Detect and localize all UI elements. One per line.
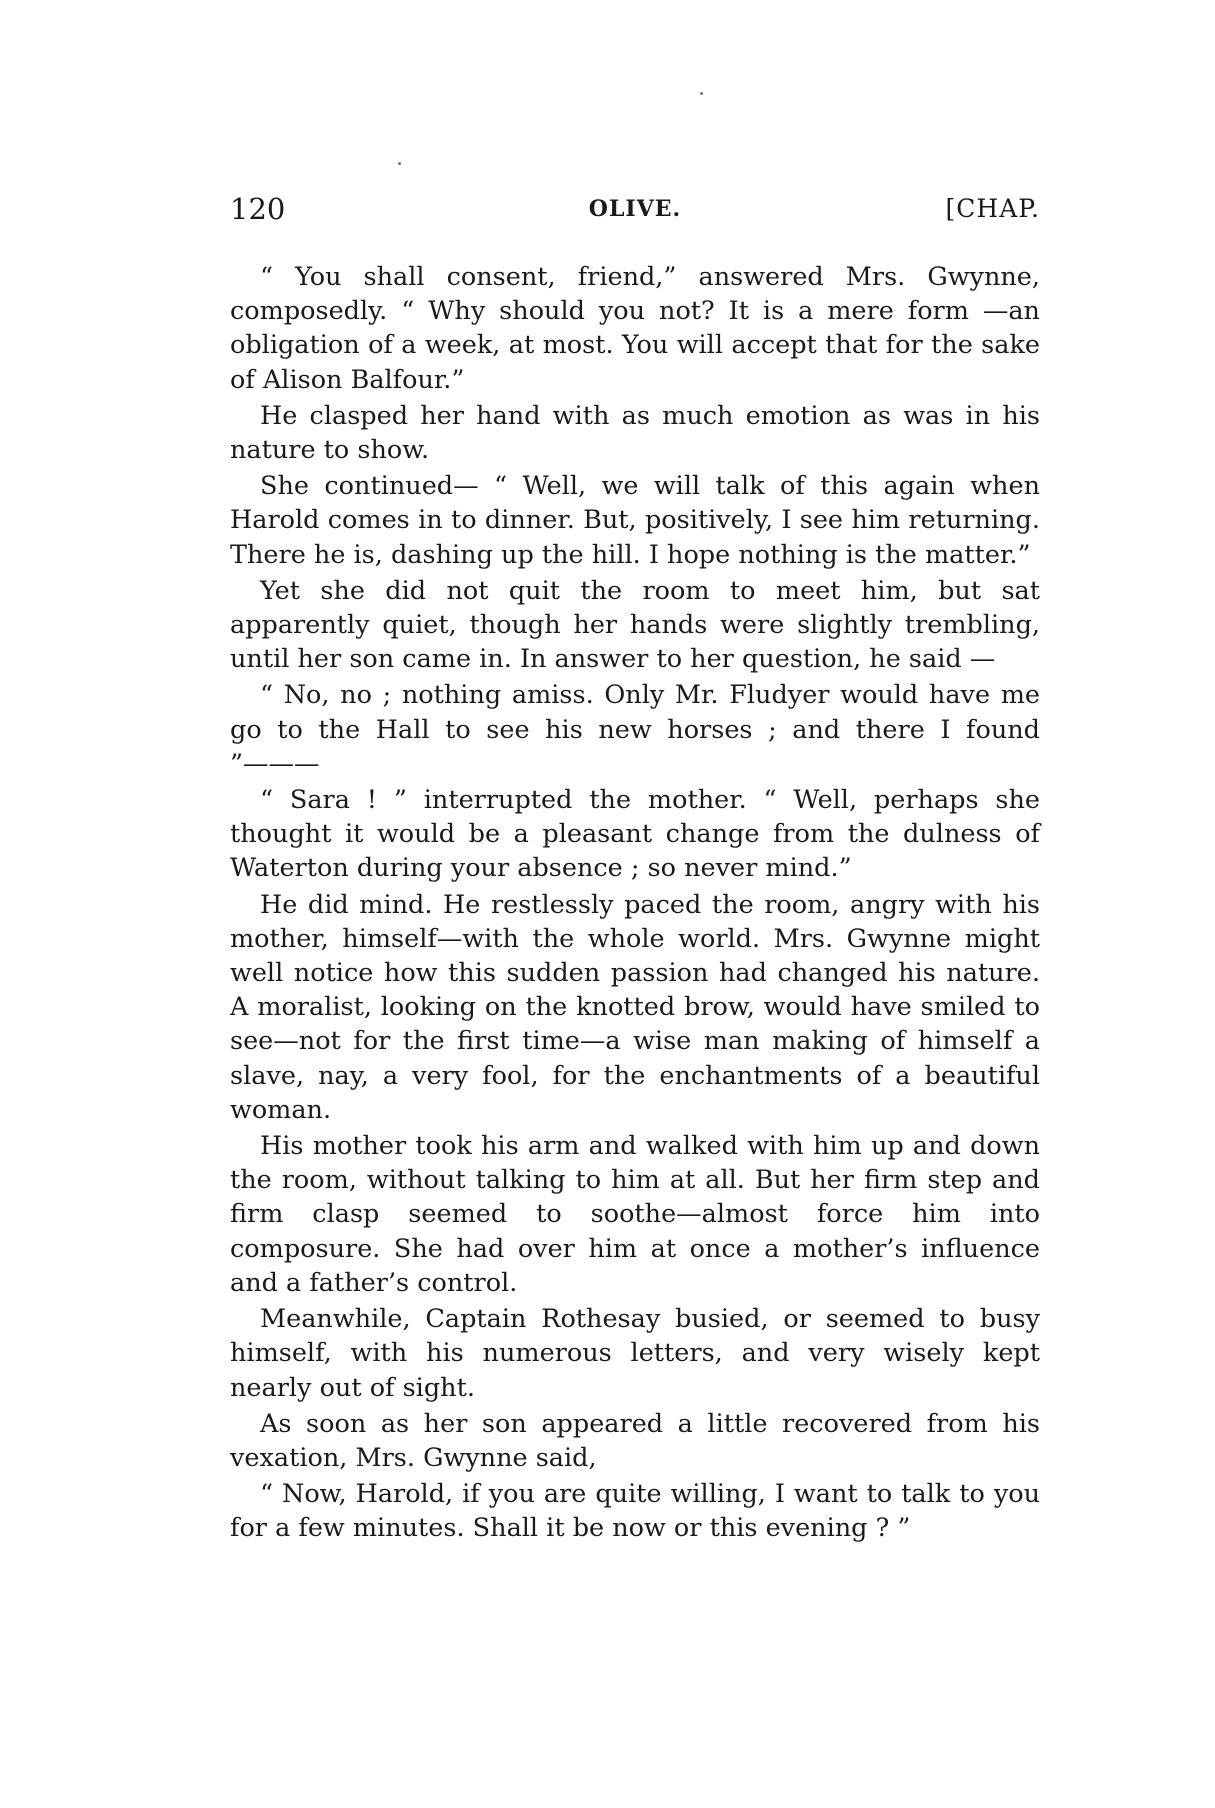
running-head [230,192,1040,236]
paragraph: Yet she did not quit the room to meet him, but sat apparently quiet, though her hands were slightly trembling, until her son came in. In answer to her question, he said — [230,575,1040,675]
paragraph: He did mind. He restlessly paced the room, angry with his mother, himself—with the whole world. Mrs. Gwynne might well notice how this sudden passion had changed his nature. A moralist, looking on the knotted brow, would have smiled to see—not for the first time—a wise man making of himself a slave, nay, a very fool, for the enchantments of a beautiful woman. [230,889,1040,1125]
paragraph: “ Sara ! ” interrupted the mother. “ Well, perhaps she thought it would be a pleasant change from the dulness of Waterton during your absence ; so never mind.” [230,785,1040,884]
paragraph: Meanwhile, Captain Rothesay busied, or seemed to busy himself, with his numerous letters, and very wisely kept nearly out of sight. [230,1304,1040,1403]
paragraph: “ No, no ; nothing amiss. Only Mr. Fludyer would have me go to the Hall to see his new horses ; and there I found ”——— [230,680,1040,779]
paragraph: As soon as her son appeared a little recovered from his vexation, Mrs. Gwynne said, [230,1408,1040,1473]
print-speck [700,92,703,95]
paragraph: She continued— “ Well, we will talk of this again when Harold comes in to dinner. But, positively, I see him returning. There he is, dashing up the hill. I hope nothing is the matter.” [230,471,1040,570]
running-title: OLIVE. [588,196,682,222]
body-text [230,260,1040,1548]
page-number: 120 [230,192,286,226]
print-speck [398,162,401,165]
paragraph: He clasped her hand with as much emotion as was in his nature to show. [230,400,1040,466]
paragraph: “ Now, Harold, if you are quite willing, I want to talk to you for a few minutes. Shall it be now or this evening ? ” [230,1479,1040,1544]
paragraph: “ You shall consent, friend,” answered Mrs. Gwynne, composedly. “ Why should you not? It is a mere form —an obligation of a week, at most. You will accept that for the sake of Alison Balfour.” [230,262,1040,395]
paragraph: His mother took his arm and walked with him up and down the room, without talking to him at all. But her firm step and firm clasp seemed to soothe—almost force him into composure. She had over him at once a mother’s influence and a father’s control. [230,1131,1040,1298]
chapter-label: [CHAP. [945,194,1040,223]
